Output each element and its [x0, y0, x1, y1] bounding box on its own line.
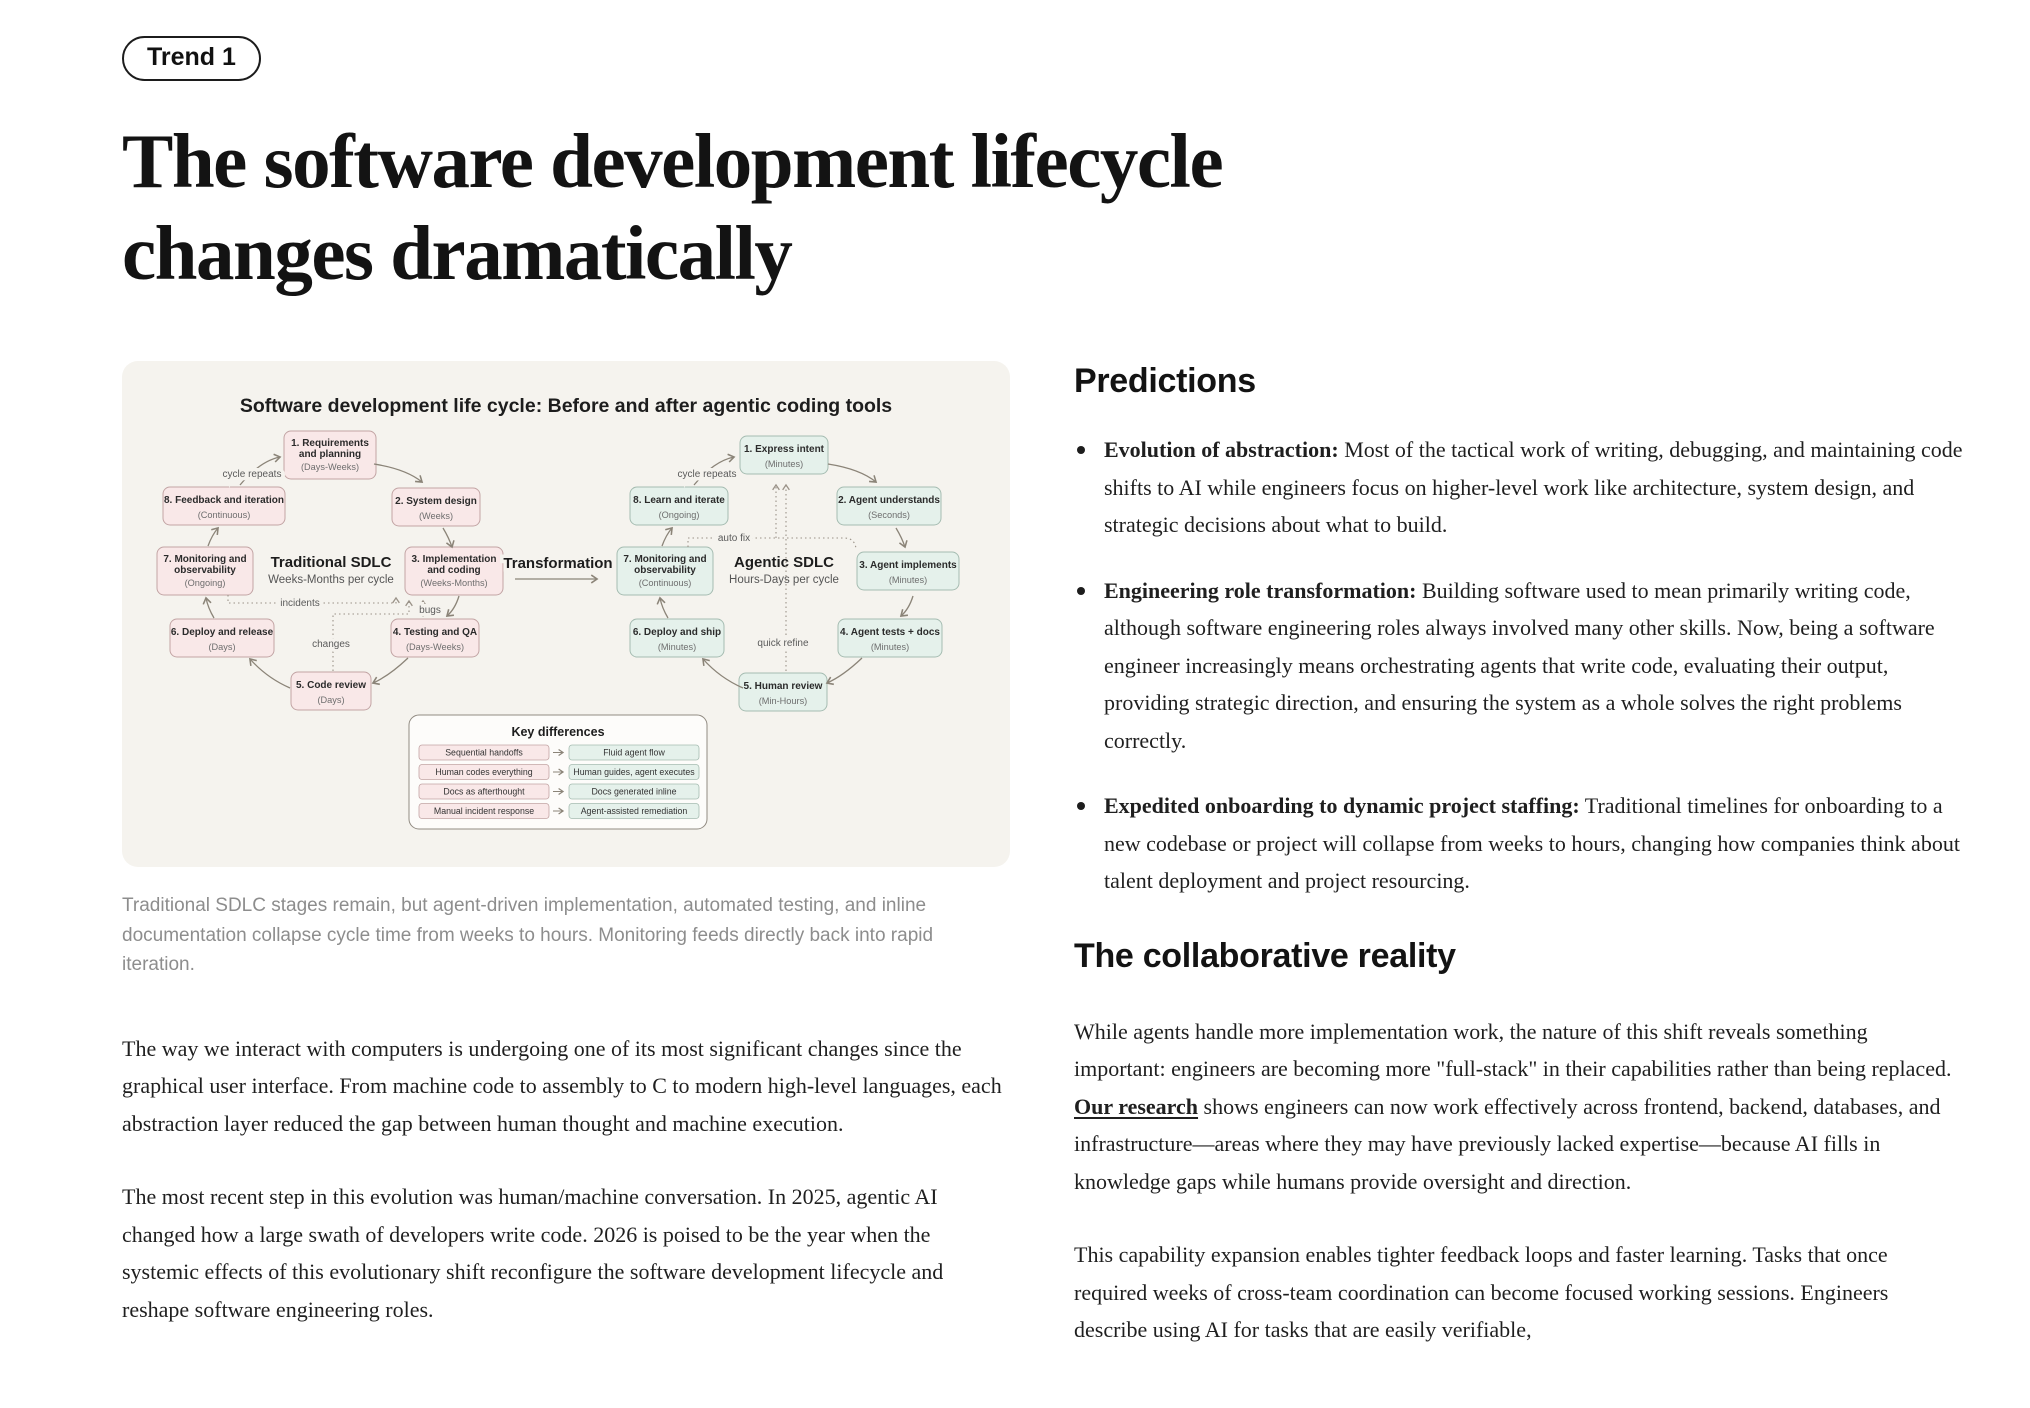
- node-title: 7. Monitoring and: [163, 554, 247, 565]
- cycle-arrow: [896, 528, 905, 547]
- cycle-arrow: [208, 528, 218, 546]
- node-duration: (Weeks-Months): [420, 578, 488, 588]
- page-title-line1: The software development lifecycle: [122, 118, 1223, 204]
- sdlc-node-traditional-3: [405, 547, 503, 595]
- cycle-arrow: [660, 598, 668, 618]
- our-research-link[interactable]: Our research: [1074, 1093, 1199, 1119]
- left-column: [122, 361, 1010, 1349]
- key-diff-before-text: Manual incident response: [433, 806, 535, 817]
- node-duration: (Weeks): [418, 511, 454, 521]
- cycle-arrow: [206, 598, 214, 618]
- node-duration: (Seconds): [868, 510, 910, 520]
- right-column: [1074, 361, 1963, 1349]
- node-title: 8. Feedback and iteration: [163, 495, 285, 506]
- prediction-lead: Expedited onboarding to dynamic project staffing:: [1104, 793, 1580, 818]
- node-duration: (Minutes): [870, 642, 910, 652]
- node-duration: (Days-Weeks): [300, 462, 360, 472]
- sdlc-node-agentic-5: [739, 673, 827, 711]
- collaboration-paragraph-1: [1074, 1013, 1963, 1201]
- cycle-arrow: [828, 464, 876, 482]
- prediction-lead: Engineering role transformation:: [1104, 577, 1417, 603]
- predictions-heading: Predictions: [1074, 362, 1256, 400]
- sdlc-node-traditional-2: [392, 488, 480, 526]
- sdlc-node-agentic-8: [630, 487, 728, 525]
- body-paragraph-2: The most recent step in this evolution was human/machine conversation. In 2025, agentic AI changed how a large swath of developers write code. 2026 is poised to be the year when the systemic effects of this evolutionary shift reconfigure the software development lifecycle and reshape software engineering roles.: [122, 1184, 944, 1322]
- key-diff-after-text: Agent-assisted remediation: [580, 806, 688, 817]
- collab-text-after-link: shows engineers can now work effectively across frontend, backend, databases, and infrastructure—areas where they may have previously lacked expertise—because AI fills in knowledge gaps while humans provide oversight and direction.: [1074, 1093, 1941, 1194]
- cycle-arrow: [443, 528, 452, 547]
- node-title: 3. Implementation: [411, 554, 497, 565]
- node-duration: (Continuous): [197, 510, 251, 520]
- sdlc-diagram: [122, 361, 1010, 867]
- annotation-bugs: bugs: [419, 605, 441, 616]
- node-title: 3. Agent implements: [859, 560, 957, 571]
- page-title: [122, 115, 1965, 299]
- node-duration: (Continuous): [638, 578, 692, 588]
- node-duration: (Ongoing): [184, 578, 226, 588]
- node-title: and planning: [298, 449, 362, 460]
- node-title: 1. Requirements: [291, 438, 369, 449]
- sdlc-node-traditional-5: [291, 672, 371, 710]
- node-duration: (Days): [208, 642, 236, 652]
- annotation-incidents: incidents: [280, 598, 320, 609]
- node-title: 4. Testing and QA: [392, 627, 478, 638]
- page-title-line2: changes dramatically: [122, 210, 792, 296]
- node-title: 6. Deploy and release: [170, 627, 274, 638]
- annotation-cycle-repeats: cycle repeats: [677, 469, 737, 480]
- agentic-sdlc-label: Agentic SDLC: [733, 554, 835, 571]
- node-duration: (Days): [317, 695, 345, 705]
- traditional-sdlc-per-cycle: Weeks-Months per cycle: [268, 574, 394, 586]
- node-title: 5. Human review: [743, 681, 823, 692]
- key-diff-before-text: Sequential handoffs: [445, 747, 523, 758]
- sdlc-node-traditional-6: [170, 619, 274, 657]
- node-title: 8. Learn and iterate: [633, 495, 725, 506]
- node-title: 7. Monitoring and: [623, 554, 707, 565]
- auto-fix-path: [688, 538, 857, 550]
- key-diff-after-text: Fluid agent flow: [603, 747, 665, 758]
- node-duration: (Minutes): [888, 575, 928, 585]
- sdlc-node-agentic-6: [630, 619, 724, 657]
- diagram-title: Software development life cycle: Before and after agentic coding tools: [239, 395, 893, 417]
- collaborative-reality-heading: The collaborative reality: [1074, 936, 1456, 975]
- key-differences-box: [409, 715, 707, 829]
- node-duration: (Days-Weeks): [405, 642, 465, 652]
- transformation-label: Transformation: [503, 555, 613, 572]
- prediction-lead: Evolution of abstraction:: [1104, 437, 1339, 462]
- prediction-item-2: Engineering role transformation: Building software used to mean primarily writing code, although software engineering roles always involved many other skills. Now, being a software engineer increasingly means orchestrating agents that write code, evaluating their output, providing strategic direction, and ensuring the system as a whole solves the right problems correctly.: [1074, 572, 1963, 760]
- trend-badge: Trend 1: [122, 36, 261, 81]
- cycle-arrow: [250, 659, 290, 688]
- cycle-arrow: [827, 658, 862, 683]
- agentic-sdlc-per-cycle: Hours-Days per cycle: [729, 574, 839, 586]
- key-differences-title: Key differences: [511, 725, 605, 739]
- node-title: 4. Agent tests + docs: [840, 627, 940, 638]
- prediction-item-3: Expedited onboarding to dynamic project staffing: Traditional timelines for onboarding to a new codebase or project will collapse from weeks to hours, changing how companies think about talent deployment and project resourcing.: [1074, 787, 1963, 900]
- annotation-cycle-repeats: cycle repeats: [222, 469, 282, 480]
- node-duration: (Min-Hours): [758, 696, 808, 706]
- node-duration: (Ongoing): [658, 510, 700, 520]
- cycle-arrow: [901, 596, 913, 616]
- cycle-arrow: [374, 464, 422, 482]
- sdlc-node-traditional-1: [284, 431, 376, 479]
- cycle-arrow: [447, 596, 459, 616]
- key-diff-after-text: Human guides, agent executes: [573, 767, 695, 778]
- sdlc-node-agentic-2: [837, 487, 941, 525]
- node-title: observability: [174, 565, 236, 576]
- node-title: 1. Express intent: [743, 444, 825, 455]
- collaboration-paragraph-2: This capability expansion enables tighter feedback loops and faster learning. Tasks that once required weeks of cross-team coordination can become focused working sessions. Engineers describe using AI for tasks that are easily verifiable,: [1074, 1242, 1889, 1342]
- sdlc-node-traditional-8: [163, 487, 285, 525]
- annotation-changes: changes: [312, 639, 350, 650]
- node-duration: (Minutes): [657, 642, 697, 652]
- key-diff-before-text: Human codes everything: [435, 767, 533, 778]
- sdlc-node-traditional-7: [157, 547, 253, 595]
- body-paragraph-1: The way we interact with computers is undergoing one of its most significant changes since the graphical user interface. From machine code to assembly to C to modern high-level languages, each abstraction layer reduced the gap between human thought and machine execution.: [122, 1035, 1002, 1136]
- sdlc-node-agentic-4: [838, 619, 942, 657]
- key-diff-after-text: Docs generated inline: [591, 786, 677, 797]
- sdlc-node-agentic-7: [617, 547, 713, 595]
- node-title: 2. Agent understands: [838, 495, 940, 506]
- cycle-arrow: [703, 659, 743, 688]
- content-columns: [122, 361, 1965, 1349]
- traditional-sdlc-label: Traditional SDLC: [270, 554, 392, 571]
- sdlc-diagram-panel: [122, 361, 1010, 867]
- cycle-arrow: [662, 528, 672, 546]
- predictions-list: [1074, 431, 1963, 900]
- key-diff-before-text: Docs as afterthought: [443, 786, 525, 797]
- annotation-auto-fix: auto fix: [717, 533, 751, 544]
- node-title: 2. System design: [395, 496, 477, 507]
- sdlc-node-agentic-3: [857, 552, 959, 590]
- cycle-arrow: [373, 658, 408, 683]
- sdlc-node-agentic-1: [740, 436, 828, 474]
- annotation-quick-refine: quick refine: [757, 638, 809, 649]
- node-title: 5. Code review: [295, 680, 367, 691]
- node-title: 6. Deploy and ship: [632, 627, 722, 638]
- node-title: and coding: [427, 565, 481, 576]
- diagram-caption: Traditional SDLC stages remain, but agent-driven implementation, automated testing, and inline documentation collapse cycle time from weeks to hours. Monitoring feeds directly back into rapid iteration.: [122, 895, 934, 975]
- collab-text-before-link: While agents handle more implementation work, the nature of this shift reveals something important: engineers are becoming more "full-stack" in their capabilities rather than being replaced.: [1074, 1018, 1952, 1081]
- node-duration: (Minutes): [764, 459, 804, 469]
- sdlc-node-traditional-4: [391, 619, 479, 657]
- prediction-item-1: Evolution of abstraction: Most of the tactical work of writing, debugging, and maintaining code shifts to AI while engineers focus on higher-level work like architecture, system design, and strategic decisions about what to build.: [1074, 431, 1963, 544]
- node-title: observability: [634, 565, 696, 576]
